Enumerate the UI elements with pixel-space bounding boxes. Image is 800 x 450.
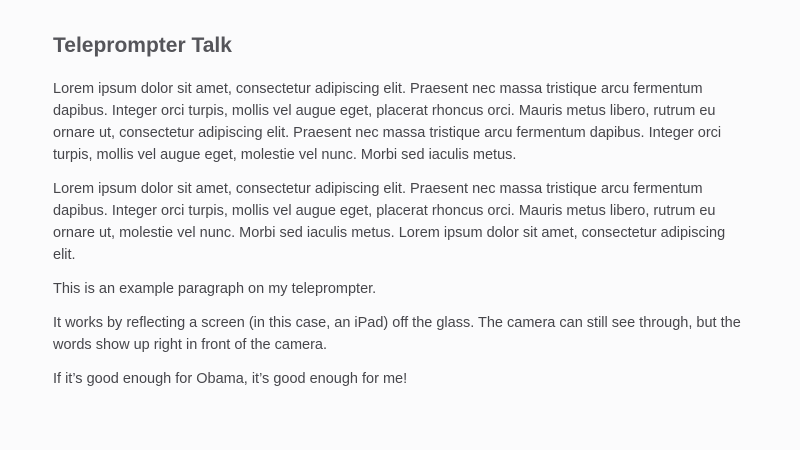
- paragraph-3: This is an example paragraph on my teleprompter.: [53, 281, 377, 297]
- paragraph-2: Lorem ipsum dolor sit amet, consectetur adipiscing elit. Praesent nec massa tristique arcu fermentum dapibus. Integer orci turpis, mollis vel augue eget, placerat rhoncus orci. Mauris metus libero, rutrum eu ornare ut, molestie vel nunc. Morbi sed iaculis metus. Lorem ipsum dolor sit amet, consectetur adipiscing elit.: [53, 181, 726, 263]
- paragraph-1: Lorem ipsum dolor sit amet, consectetur adipiscing elit. Praesent nec massa tristique arcu fermentum dapibus. Integer orci turpis, mollis vel augue eget, placerat rhoncus orci. Mauris metus libero, rutrum eu ornare ut, consectetur adipiscing elit. Praesent nec massa tristique arcu fermentum dapibus. Integer orci turpis, mollis vel augue eget, molestie vel nunc. Morbi sed iaculis metus.: [53, 81, 722, 163]
- page-title: Teleprompter Talk: [53, 34, 232, 57]
- paragraph-5: If it’s good enough for Obama, it’s good enough for me!: [53, 371, 408, 387]
- paragraph-4: It works by reflecting a screen (in this case, an iPad) off the glass. The camera can still see through, but the words show up right in front of the camera.: [53, 315, 741, 353]
